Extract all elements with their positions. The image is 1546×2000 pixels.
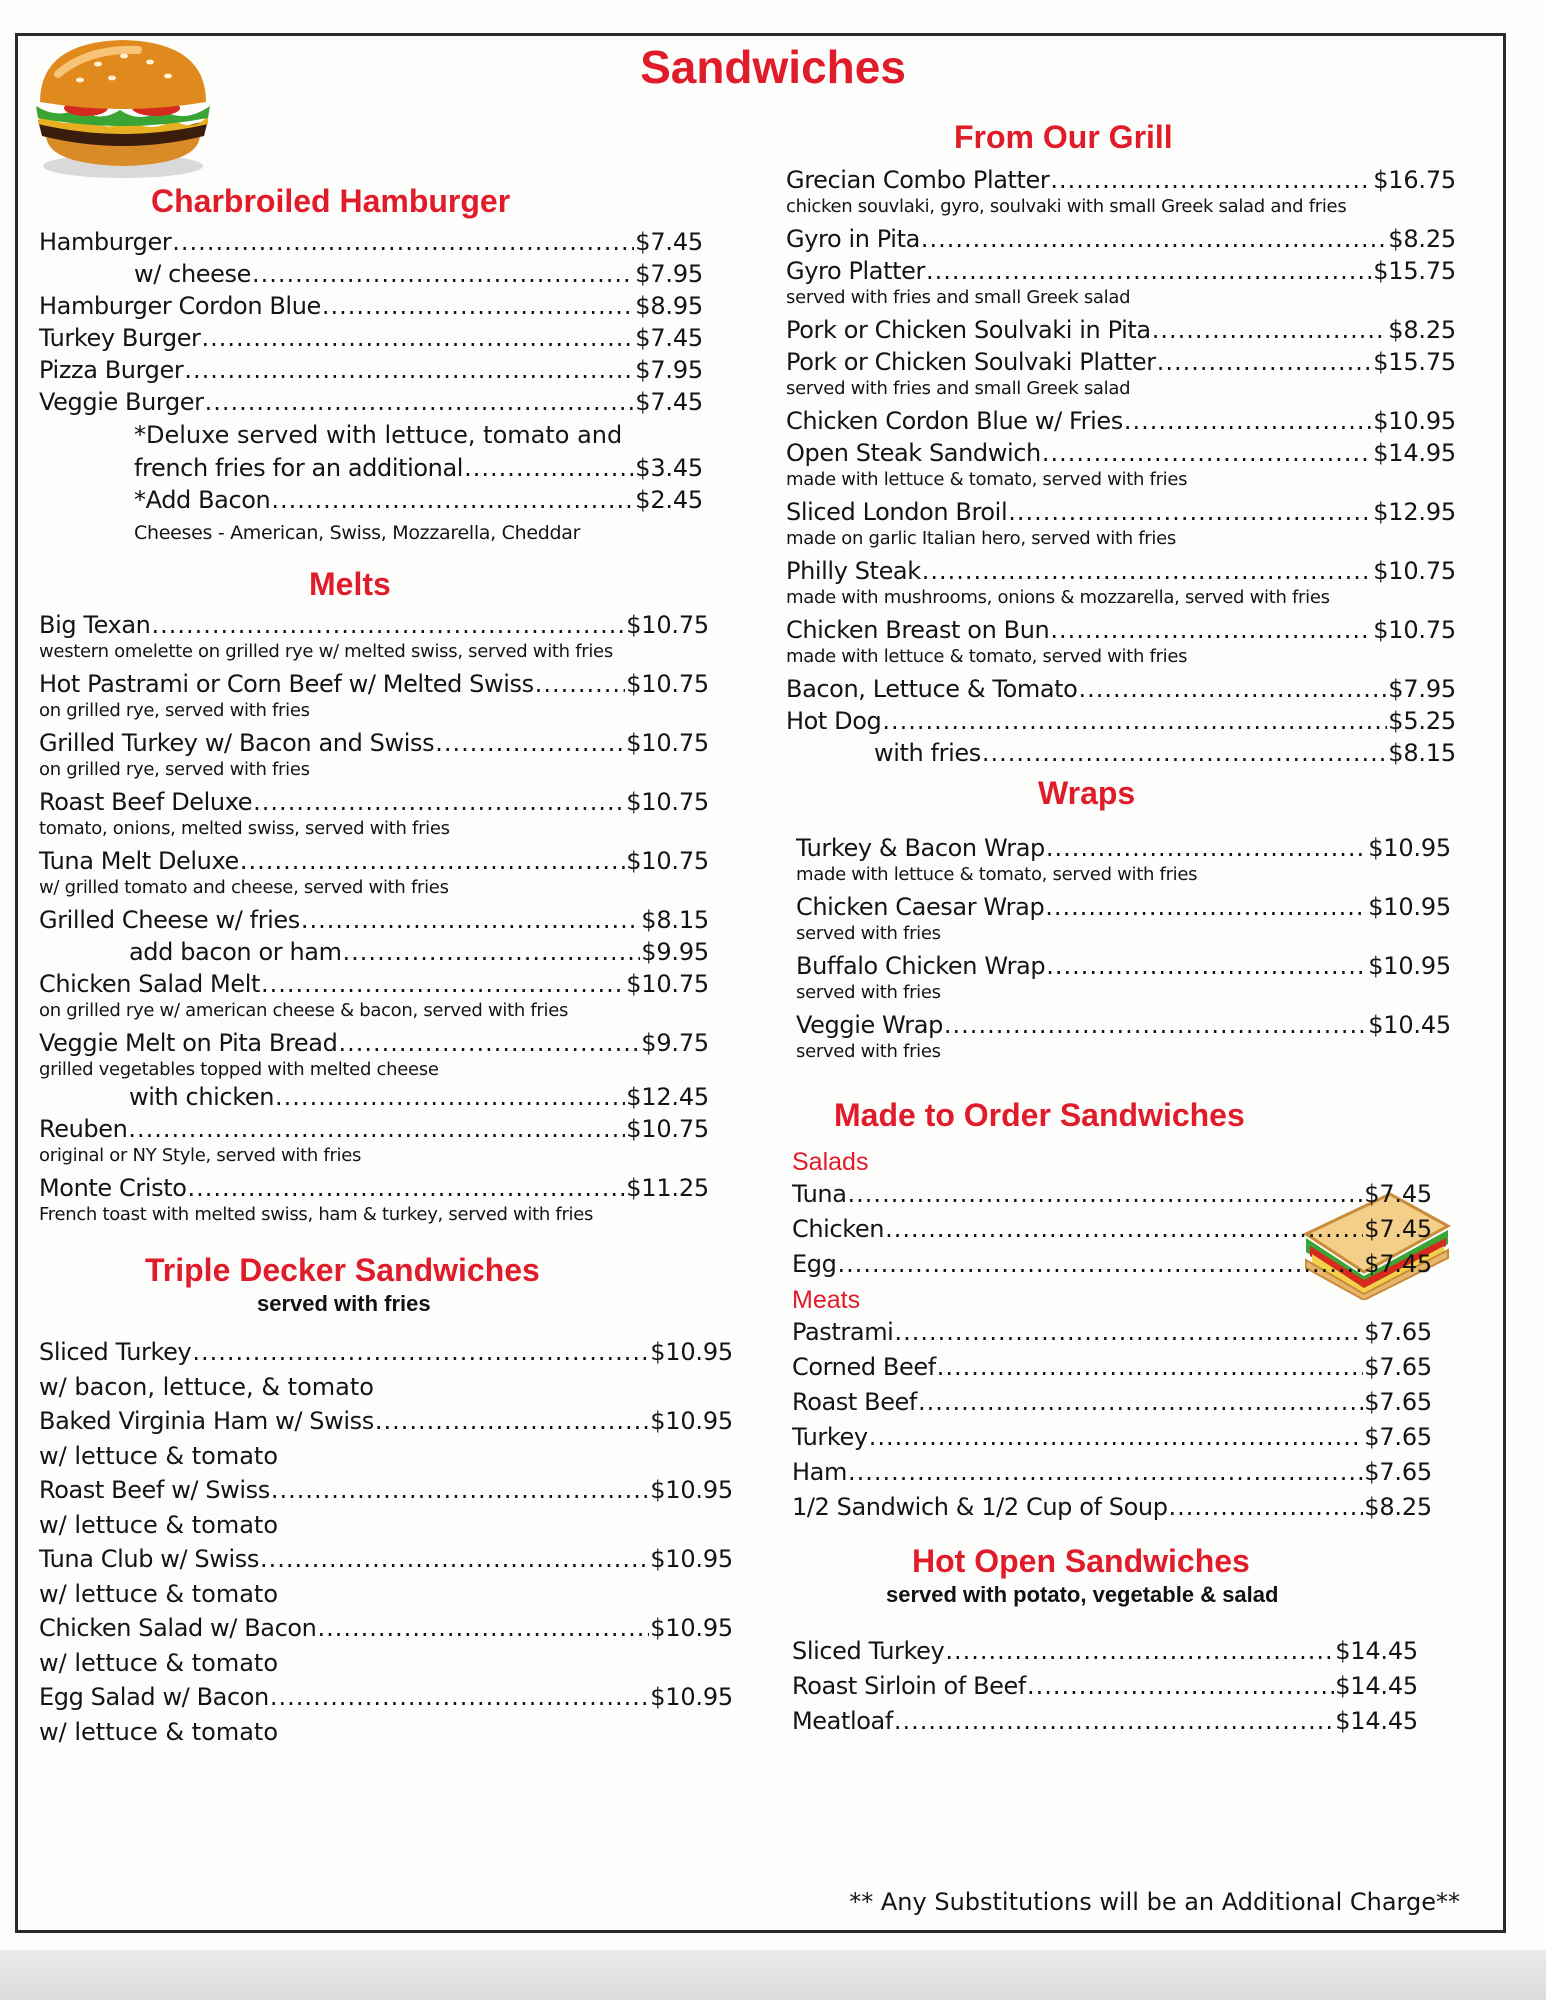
menu-item: Big Texan ..... $10.75: [39, 609, 709, 641]
menu-item: Hot Dog ..... $5.25: [786, 705, 1456, 737]
menu-item: Roast Sirloin of Beef ..... $14.45: [792, 1669, 1418, 1704]
item-description: served with fries and small Greek salad: [786, 287, 1131, 308]
section-title-hot-open: Hot Open Sandwiches: [912, 1543, 1250, 1579]
menu-item: Sliced Turkey ..... $14.45: [792, 1634, 1418, 1669]
item-description: made with mushrooms, onions & mozzarella, served with fries: [786, 587, 1330, 608]
made-to-order-list: [792, 1148, 1432, 1525]
item-description: on grilled rye, served with fries: [39, 700, 310, 721]
group-label-meats: Meats: [792, 1286, 861, 1314]
hot-open-subtitle: served with potato, vegetable & salad: [886, 1582, 1279, 1607]
page-title: Sandwiches: [640, 41, 906, 93]
menu-item: Grecian Combo Platter ..... $16.75: [786, 164, 1456, 196]
cheese-options: Cheeses - American, Swiss, Mozzarella, Cheddar: [134, 522, 581, 544]
menu-item: Sliced London Broil ..... $12.95: [786, 496, 1456, 528]
deluxe-note: *Deluxe served with lettuce, tomato and: [134, 421, 623, 449]
menu-item: Pork or Chicken Soulvaki Platter ..... $15.75: [786, 346, 1456, 378]
menu-item: w/ cheese ..... $7.95: [39, 258, 703, 290]
menu-item: Pork or Chicken Soulvaki in Pita ..... $8.25: [786, 314, 1456, 346]
hot-open-list: [792, 1634, 1418, 1739]
menu-item: Buffalo Chicken Wrap ..... $10.95: [796, 950, 1451, 982]
menu-item: Sliced Turkey ..... $10.95: [39, 1335, 733, 1370]
menu-item: Chicken Cordon Blue w/ Fries ..... $10.95: [786, 405, 1456, 437]
section-title-melts: Melts: [309, 566, 391, 602]
menu-item: Veggie Burger ..... $7.45: [39, 386, 703, 418]
menu-item: Reuben ..... $10.75: [39, 1113, 709, 1145]
item-subline: w/ lettuce & tomato: [39, 1580, 279, 1608]
item-subline: w/ lettuce & tomato: [39, 1649, 279, 1677]
group-label-salads: Salads: [792, 1148, 869, 1176]
menu-item: Roast Beef Deluxe ..... $10.75: [39, 786, 709, 818]
menu-item: Chicken Salad Melt ..... $10.75: [39, 968, 709, 1000]
left-column: [39, 183, 733, 1749]
menu-item: Pastrami ..... $7.65: [792, 1315, 1432, 1350]
menu-item: Roast Beef ..... $7.65: [792, 1385, 1432, 1420]
menu-item: add bacon or ham ..... $9.95: [39, 936, 709, 968]
item-description: on grilled rye, served with fries: [39, 759, 310, 780]
item-description: French toast with melted swiss, ham & turkey, served with fries: [39, 1204, 594, 1225]
charbroiled-list: [39, 226, 703, 544]
item-description: served with fries: [796, 1041, 941, 1062]
menu-item: Egg Salad w/ Bacon ..... $10.95: [39, 1680, 733, 1715]
menu-item: Open Steak Sandwich ..... $14.95: [786, 437, 1456, 469]
menu-item: Hamburger ..... $7.45: [39, 226, 703, 258]
menu-item: Hamburger Cordon Blue ..... $8.95: [39, 290, 703, 322]
item-description: on grilled rye w/ american cheese & bacon, served with fries: [39, 1000, 569, 1021]
item-description: served with fries: [796, 923, 941, 944]
item-description: chicken souvlaki, gyro, soulvaki with small Greek salad and fries: [786, 196, 1347, 217]
menu-item: Turkey Burger ..... $7.45: [39, 322, 703, 354]
menu-item: Chicken ..... $7.45: [792, 1212, 1432, 1247]
melts-list: [39, 609, 709, 1226]
item-description: original or NY Style, served with fries: [39, 1145, 362, 1166]
menu-item: Pizza Burger ..... $7.95: [39, 354, 703, 386]
item-description: made with lettuce & tomato, served with fries: [786, 469, 1188, 490]
item-description: w/ grilled tomato and cheese, served with fries: [39, 877, 449, 898]
menu-item: Roast Beef w/ Swiss ..... $10.95: [39, 1473, 733, 1508]
item-description: served with fries and small Greek salad: [786, 378, 1131, 399]
item-description: made on garlic Italian hero, served with fries: [786, 528, 1176, 549]
wraps-list: [796, 832, 1451, 1063]
menu-item: Tuna Club w/ Swiss ..... $10.95: [39, 1542, 733, 1577]
menu-item: Chicken Caesar Wrap ..... $10.95: [796, 891, 1451, 923]
menu-item: Turkey ..... $7.65: [792, 1420, 1432, 1455]
menu-item: Gyro Platter ..... $15.75: [786, 255, 1456, 287]
item-description: made with lettuce & tomato, served with fries: [796, 864, 1198, 885]
menu-item: Chicken Breast on Bun ..... $10.75: [786, 614, 1456, 646]
deluxe-option: french fries for an additional ..... $3.45: [39, 452, 703, 484]
triple-decker-subtitle: served with fries: [257, 1291, 431, 1316]
item-description: served with fries: [796, 982, 941, 1003]
section-title-charbroiled: Charbroiled Hamburger: [151, 183, 511, 219]
triple-decker-list: [39, 1335, 733, 1749]
substitution-note: ** Any Substitutions will be an Additional Charge**: [849, 1888, 1460, 1916]
item-description: grilled vegetables topped with melted cheese: [39, 1059, 439, 1080]
item-description: made with lettuce & tomato, served with fries: [786, 646, 1188, 667]
menu-item: Hot Pastrami or Corn Beef w/ Melted Swiss ..... $10.75: [39, 668, 709, 700]
section-title-triple-decker: Triple Decker Sandwiches: [145, 1252, 540, 1288]
menu-item: Baked Virginia Ham w/ Swiss ..... $10.95: [39, 1404, 733, 1439]
grill-list: [786, 164, 1456, 769]
menu-item: Corned Beef ..... $7.65: [792, 1350, 1432, 1385]
menu-item: Philly Steak ..... $10.75: [786, 555, 1456, 587]
menu-item: with fries ..... $8.15: [786, 737, 1456, 769]
section-title-grill: From Our Grill: [954, 119, 1173, 155]
menu-item: with chicken ..... $12.45: [39, 1081, 709, 1113]
menu-item: Turkey & Bacon Wrap ..... $10.95: [796, 832, 1451, 864]
menu-item: Egg ..... $7.45: [792, 1247, 1432, 1282]
menu-item: Tuna Melt Deluxe ..... $10.75: [39, 845, 709, 877]
section-title-wraps: Wraps: [1038, 775, 1136, 811]
menu-item: Ham ..... $7.65: [792, 1455, 1432, 1490]
menu-item: Bacon, Lettuce & Tomato ..... $7.95: [786, 673, 1456, 705]
menu-item: Tuna ..... $7.45: [792, 1177, 1432, 1212]
item-description: tomato, onions, melted swiss, served with fries: [39, 818, 450, 839]
menu-item: 1/2 Sandwich & 1/2 Cup of Soup ..... $8.25: [792, 1490, 1432, 1525]
menu-item: Veggie Wrap ..... $10.45: [796, 1009, 1451, 1041]
scan-edge: [0, 1950, 1546, 2000]
menu-item: Gyro in Pita ..... $8.25: [786, 223, 1456, 255]
item-subline: w/ lettuce & tomato: [39, 1511, 279, 1539]
menu-item: Chicken Salad w/ Bacon ..... $10.95: [39, 1611, 733, 1646]
menu-item: Meatloaf ..... $14.45: [792, 1704, 1418, 1739]
item-description: western omelette on grilled rye w/ melted swiss, served with fries: [39, 641, 613, 662]
item-subline: w/ bacon, lettuce, & tomato: [39, 1373, 374, 1401]
menu-item: Veggie Melt on Pita Bread ..... $9.75: [39, 1027, 709, 1059]
menu-item: Grilled Turkey w/ Bacon and Swiss ..... $10.75: [39, 727, 709, 759]
menu-item: Monte Cristo ..... $11.25: [39, 1172, 709, 1204]
section-title-made-to-order: Made to Order Sandwiches: [834, 1097, 1245, 1133]
right-column: [786, 119, 1462, 1739]
item-subline: w/ lettuce & tomato: [39, 1442, 279, 1470]
bacon-option: *Add Bacon ..... $2.45: [39, 484, 703, 516]
item-subline: w/ lettuce & tomato: [39, 1718, 279, 1746]
menu-item: Grilled Cheese w/ fries ..... $8.15: [39, 904, 709, 936]
